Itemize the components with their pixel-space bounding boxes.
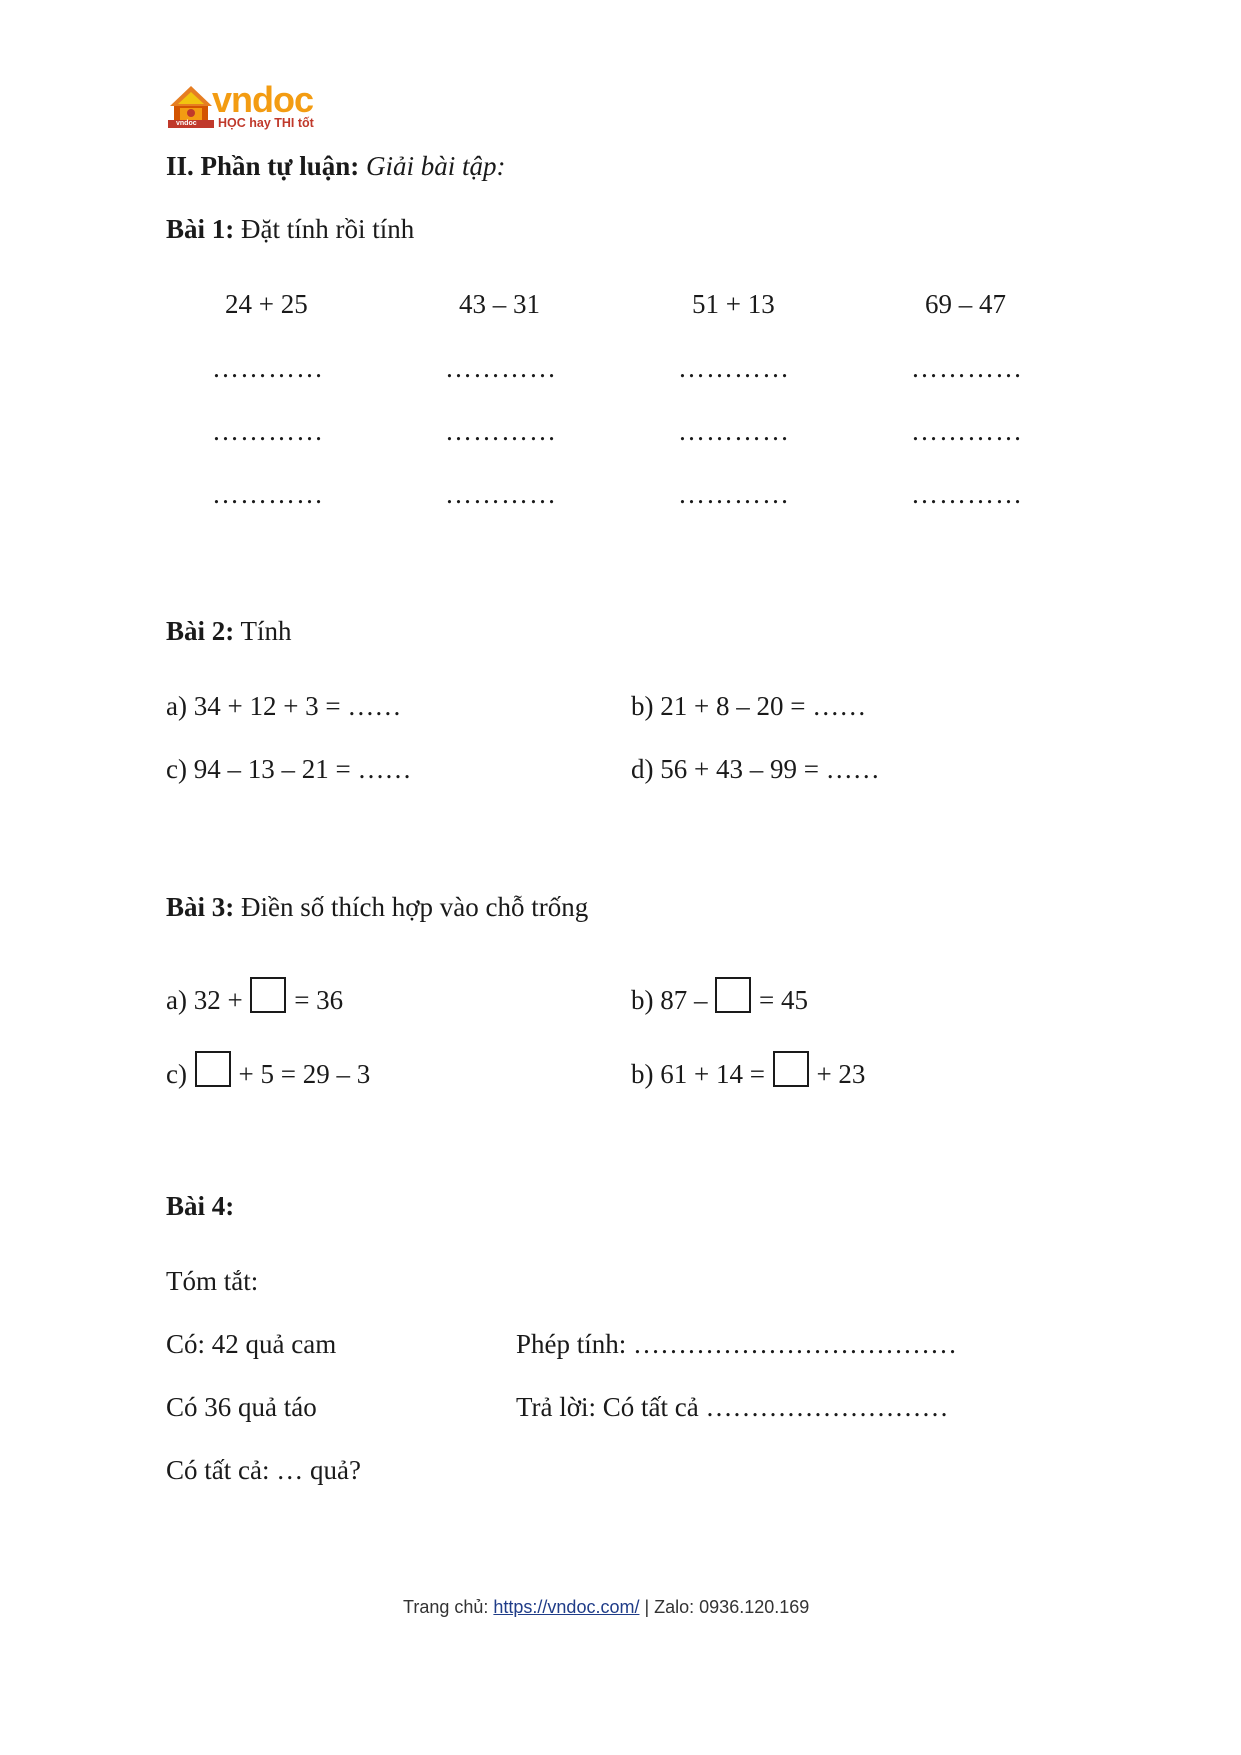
logo-tagline: HỌC hay THI tốt — [218, 116, 314, 130]
answer-box[interactable] — [195, 1051, 231, 1087]
bai3-label: Bài 3: — [166, 892, 235, 922]
answer-box[interactable] — [250, 977, 286, 1013]
bai2-text: Tính — [240, 616, 292, 646]
bai4-line: Có: 42 quả cam — [166, 1329, 337, 1359]
bai2-item: d) 56 + 43 – 99 = …… — [631, 754, 880, 784]
bai3-text-after: = 45 — [752, 985, 808, 1015]
bai4-calc: Phép tính: ……………………………… — [516, 1329, 958, 1359]
bai1-label: Bài 1: — [166, 214, 235, 244]
bai2-item: a) 34 + 12 + 3 = …… — [166, 691, 402, 721]
answer-blank: ………… — [678, 353, 790, 383]
bai3-item-a — [166, 977, 343, 1016]
answer-blank: ………… — [678, 479, 790, 509]
logo-badge: vndoc — [176, 120, 197, 127]
answer-blank: ………… — [445, 353, 557, 383]
bai2-heading — [166, 615, 292, 647]
homepage-link[interactable]: https://vndoc.com/ — [493, 1597, 640, 1617]
bai4-answer: Trả lời: Có tất cả ……………………… — [516, 1392, 949, 1422]
bai2-item: b) 21 + 8 – 20 = …… — [631, 691, 867, 721]
answer-blank: ………… — [911, 479, 1023, 509]
bai4-line: Có tất cả: … quả? — [166, 1455, 361, 1485]
section-subtitle: Giải bài tập: — [366, 151, 506, 181]
bai3-text-before: b) 61 + 14 = — [631, 1059, 772, 1089]
bai1-problem: 24 + 25 — [225, 289, 308, 319]
answer-blank: ………… — [212, 416, 324, 446]
logo-wordmark: vndoc — [212, 79, 314, 120]
bai3-text-before: b) 87 – — [631, 985, 715, 1015]
answer-blank: ………… — [212, 479, 324, 509]
bai3-item-b — [631, 977, 808, 1016]
bai3-item-d — [631, 1051, 865, 1090]
bai3-heading — [166, 891, 588, 923]
bai3-text: Điền số thích hợp vào chỗ trống — [241, 892, 589, 922]
bai1-problem: 51 + 13 — [692, 289, 775, 319]
footer-prefix: Trang chủ: — [403, 1597, 494, 1617]
bai4-heading — [166, 1190, 234, 1222]
bai1-problem: 69 – 47 — [925, 289, 1006, 319]
answer-blank: ………… — [911, 416, 1023, 446]
footer-suffix: | Zalo: 0936.120.169 — [639, 1597, 810, 1617]
bai3-text-before: a) 32 + — [166, 985, 250, 1015]
bai1-text: Đặt tính rồi tính — [241, 214, 415, 244]
bai2-item: c) 94 – 13 – 21 = …… — [166, 754, 412, 784]
bai3-item-c — [166, 1051, 370, 1090]
answer-blank: ………… — [911, 353, 1023, 383]
answer-box[interactable] — [773, 1051, 809, 1087]
bai2-label: Bài 2: — [166, 616, 235, 646]
bai3-text-before: c) — [166, 1059, 194, 1089]
vndoc-logo — [166, 79, 316, 134]
bai1-problem: 43 – 31 — [459, 289, 540, 319]
section-heading — [166, 150, 506, 182]
bai3-text-after: + 5 = 29 – 3 — [231, 1059, 371, 1089]
answer-blank: ………… — [445, 479, 557, 509]
answer-box[interactable] — [715, 977, 751, 1013]
answer-blank: ………… — [445, 416, 557, 446]
footer — [403, 1596, 809, 1618]
answer-blank: ………… — [212, 353, 324, 383]
section-title: II. Phần tự luận: — [166, 151, 360, 181]
answer-blank: ………… — [678, 416, 790, 446]
bai1-heading — [166, 213, 414, 245]
bai4-summary: Tóm tắt: — [166, 1266, 259, 1296]
bai3-text-after: = 36 — [287, 985, 344, 1015]
bai4-line: Có 36 quả táo — [166, 1392, 317, 1422]
bai3-text-after: + 23 — [809, 1059, 866, 1089]
bai4-label: Bài 4: — [166, 1191, 235, 1221]
